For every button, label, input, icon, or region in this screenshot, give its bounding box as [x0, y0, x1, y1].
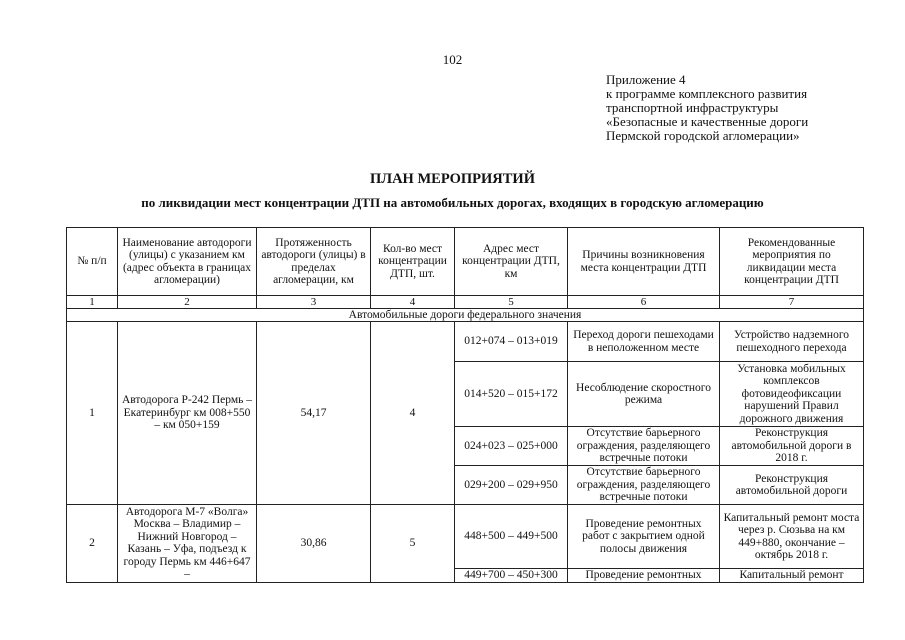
road-length: 54,17 [257, 322, 371, 505]
road-name: Автодорога М-7 «Волга» Москва – Владимир – Нижний Новгород – Казань – Уфа, подъезд к городу Пермь км 446+647 – [118, 505, 257, 583]
table-row [67, 505, 864, 569]
column-header: Причины возникновения места концентрации ДТП [568, 228, 720, 296]
column-number: 2 [118, 296, 257, 309]
column-number: 1 [67, 296, 118, 309]
column-number: 4 [371, 296, 455, 309]
column-number-row [67, 296, 864, 309]
appendix-line: «Безопасные и качественные дороги [606, 114, 809, 129]
table-header-row [67, 228, 864, 296]
road-length: 30,86 [257, 505, 371, 583]
spot-cause: Несоблюдение скоростного режима [568, 362, 720, 427]
spot-measure: Капитальный ремонт моста через р. Сюзьва на км 449+880, окончание – октябрь 2018 г. [720, 505, 864, 569]
road-number: 2 [67, 505, 118, 583]
column-number: 5 [455, 296, 568, 309]
spot-address: 029+200 – 029+950 [455, 466, 568, 505]
column-header: Рекомендованные мероприятия по ликвидации места концентрации ДТП [720, 228, 864, 296]
appendix-line: к программе комплексного развития [606, 86, 808, 101]
column-number: 7 [720, 296, 864, 309]
road-name: Автодорога Р-242 Пермь – Екатеринбург км 008+550 – км 050+159 [118, 322, 257, 505]
spot-address: 014+520 – 015+172 [455, 362, 568, 427]
column-number: 3 [257, 296, 371, 309]
column-header: Наименование автодороги (улицы) с указанием км (адрес объекта в границах агломерации) [118, 228, 257, 296]
spot-measure: Устройство надземного пешеходного перехода [720, 322, 864, 362]
spot-address: 448+500 – 449+500 [455, 505, 568, 569]
appendix-line: Пермской городской агломерации» [606, 128, 800, 143]
appendix-line: Приложение 4 [606, 72, 686, 87]
section-title: Автомобильные дороги федерального значения [67, 309, 864, 322]
table-row [67, 322, 864, 362]
spot-cause: Переход дороги пешеходами в неположенном месте [568, 322, 720, 362]
spot-cause: Отсутствие барьерного ограждения, разделяющего встречные потоки [568, 466, 720, 505]
spot-cause: Проведение ремонтных работ с закрытием одной полосы движения [568, 505, 720, 569]
spot-cause: Проведение ремонтных [568, 569, 720, 583]
spot-count: 4 [371, 322, 455, 505]
spot-measure: Капитальный ремонт [720, 569, 864, 583]
document-subtitle: по ликвидации мест концентрации ДТП на автомобильных дорогах, входящих в городскую агломерацию [141, 195, 764, 210]
spot-measure: Реконструкция автомобильной дороги в 2018 г. [720, 427, 864, 466]
measures-table [66, 227, 864, 583]
spot-cause: Отсутствие барьерного ограждения, разделяющего встречные потоки [568, 427, 720, 466]
column-header: Протяженность автодороги (улицы) в пределах агломерации, км [257, 228, 371, 296]
column-header: Кол-во мест концентрации ДТП, шт. [371, 228, 455, 296]
road-number: 1 [67, 322, 118, 505]
spot-measure: Реконструкция автомобильной дороги [720, 466, 864, 505]
section-row [67, 309, 864, 322]
page-number: 102 [442, 52, 463, 67]
spot-measure: Установка мобильных комплексов фотовидеофиксации нарушений Правил дорожного движения [720, 362, 864, 427]
column-number: 6 [568, 296, 720, 309]
appendix-line: транспортной инфраструктуры [606, 100, 779, 115]
spot-address: 012+074 – 013+019 [455, 322, 568, 362]
spot-count: 5 [371, 505, 455, 583]
column-header: Адрес мест концентрации ДТП, км [455, 228, 568, 296]
spot-address: 024+023 – 025+000 [455, 427, 568, 466]
appendix-block [606, 73, 808, 143]
column-header: № п/п [67, 228, 118, 296]
document-title: ПЛАН МЕРОПРИЯТИЙ [370, 171, 535, 187]
spot-address: 449+700 – 450+300 [455, 569, 568, 583]
